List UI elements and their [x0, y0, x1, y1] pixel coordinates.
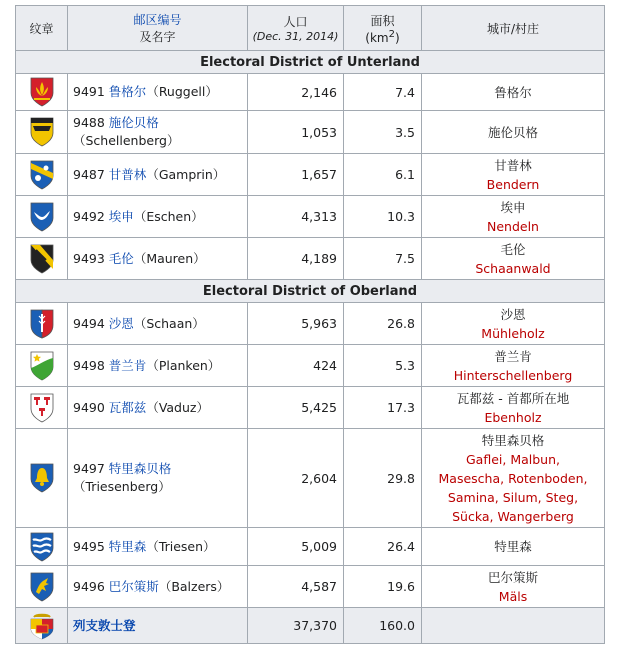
table-row: 9496 巴尔策斯（Balzers） 4,587 19.6 巴尔策斯 Mäls — [16, 566, 605, 608]
gamprin-coat-of-arms-icon[interactable] — [30, 160, 54, 190]
total-area: 160.0 — [344, 608, 422, 644]
municipality-name: 9496 巴尔策斯（Balzers） — [68, 566, 248, 608]
table-row: 9497 特里森贝格 （Triesenberg） 2,604 29.8 特里森贝格 Gaflei, Malbun, Masescha, Rotenboden, Samina, Silum, Steg, Sücka, Wangerberg — [16, 429, 605, 528]
eschen-coat-of-arms-icon[interactable] — [30, 202, 54, 232]
balzers-coat-of-arms-icon[interactable] — [30, 572, 54, 602]
table-row: 9498 普兰肯（Planken） 424 5.3 普兰肯 Hinterschellenberg — [16, 345, 605, 387]
municipality-name: 9492 埃申（Eschen） — [68, 196, 248, 238]
municipality-name: 9490 瓦都兹（Vaduz） — [68, 387, 248, 429]
header-population: 人口 (Dec. 31, 2014) — [248, 6, 344, 51]
triesen-coat-of-arms-icon[interactable] — [30, 532, 54, 562]
header-coa: 纹章 — [16, 6, 68, 51]
total-name: 列支敦士登 — [68, 608, 248, 644]
header-area: 面积 $(km^2)$ — [344, 6, 422, 51]
table-row: 9487 甘普林（Gamprin） 1,657 6.1 甘普林 Bendern — [16, 154, 605, 196]
section-row — [16, 51, 605, 74]
table-row: 9494 沙恩（Schaan） 5,963 26.8 沙恩 Mühleholz — [16, 303, 605, 345]
municipality-name: 9494 沙恩（Schaan） — [68, 303, 248, 345]
section-title: Electoral District of Oberland — [16, 280, 605, 303]
table-row: 9491 鲁格尔（Ruggell） 2,146 7.4 鲁格尔 — [16, 74, 605, 111]
liechtenstein-coat-of-arms-icon[interactable] — [28, 611, 56, 641]
triesenberg-coat-of-arms-icon[interactable] — [30, 463, 54, 493]
header-cities: 城市/村庄 — [422, 6, 605, 51]
total-population: 37,370 — [248, 608, 344, 644]
vaduz-coat-of-arms-icon[interactable] — [30, 393, 54, 423]
table-row: 9488 施伦贝格 （Schellenberg） 1,053 3.5 施伦贝格 — [16, 111, 605, 154]
section-row — [16, 280, 605, 303]
municipality-name: 9488 施伦贝格 （Schellenberg） — [68, 111, 248, 154]
municipality-name: 9487 甘普林（Gamprin） — [68, 154, 248, 196]
schellenberg-coat-of-arms-icon[interactable] — [30, 117, 54, 147]
table-row: 9495 特里森（Triesen） 5,009 26.4 特里森 — [16, 528, 605, 566]
table-row: 9490 瓦都兹（Vaduz） 5,425 17.3 瓦都兹 - 首都所在地 Ebenholz — [16, 387, 605, 429]
municipalities-table — [15, 5, 605, 644]
table-header-row — [16, 6, 605, 51]
total-row — [16, 608, 605, 644]
municipality-name: 9495 特里森（Triesen） — [68, 528, 248, 566]
planken-coat-of-arms-icon[interactable] — [30, 351, 54, 381]
municipality-name: 9493 毛伦（Mauren） — [68, 238, 248, 280]
mauren-coat-of-arms-icon[interactable] — [30, 244, 54, 274]
ruggell-coat-of-arms-icon[interactable] — [30, 77, 54, 107]
header-name: 邮区编号 及名字 — [68, 6, 248, 51]
postcode-link[interactable]: 邮区编号 — [133, 13, 182, 27]
table-row: 9492 埃申（Eschen） 4,313 10.3 埃申 Nendeln — [16, 196, 605, 238]
table-row: 9493 毛伦（Mauren） 4,189 7.5 毛伦 Schaanwald — [16, 238, 605, 280]
section-title: Electoral District of Unterland — [16, 51, 605, 74]
municipality-name: 9497 特里森贝格 （Triesenberg） — [68, 429, 248, 528]
schaan-coat-of-arms-icon[interactable] — [30, 309, 54, 339]
municipality-name: 9498 普兰肯（Planken） — [68, 345, 248, 387]
municipality-name: 9491 鲁格尔（Ruggell） — [68, 74, 248, 111]
